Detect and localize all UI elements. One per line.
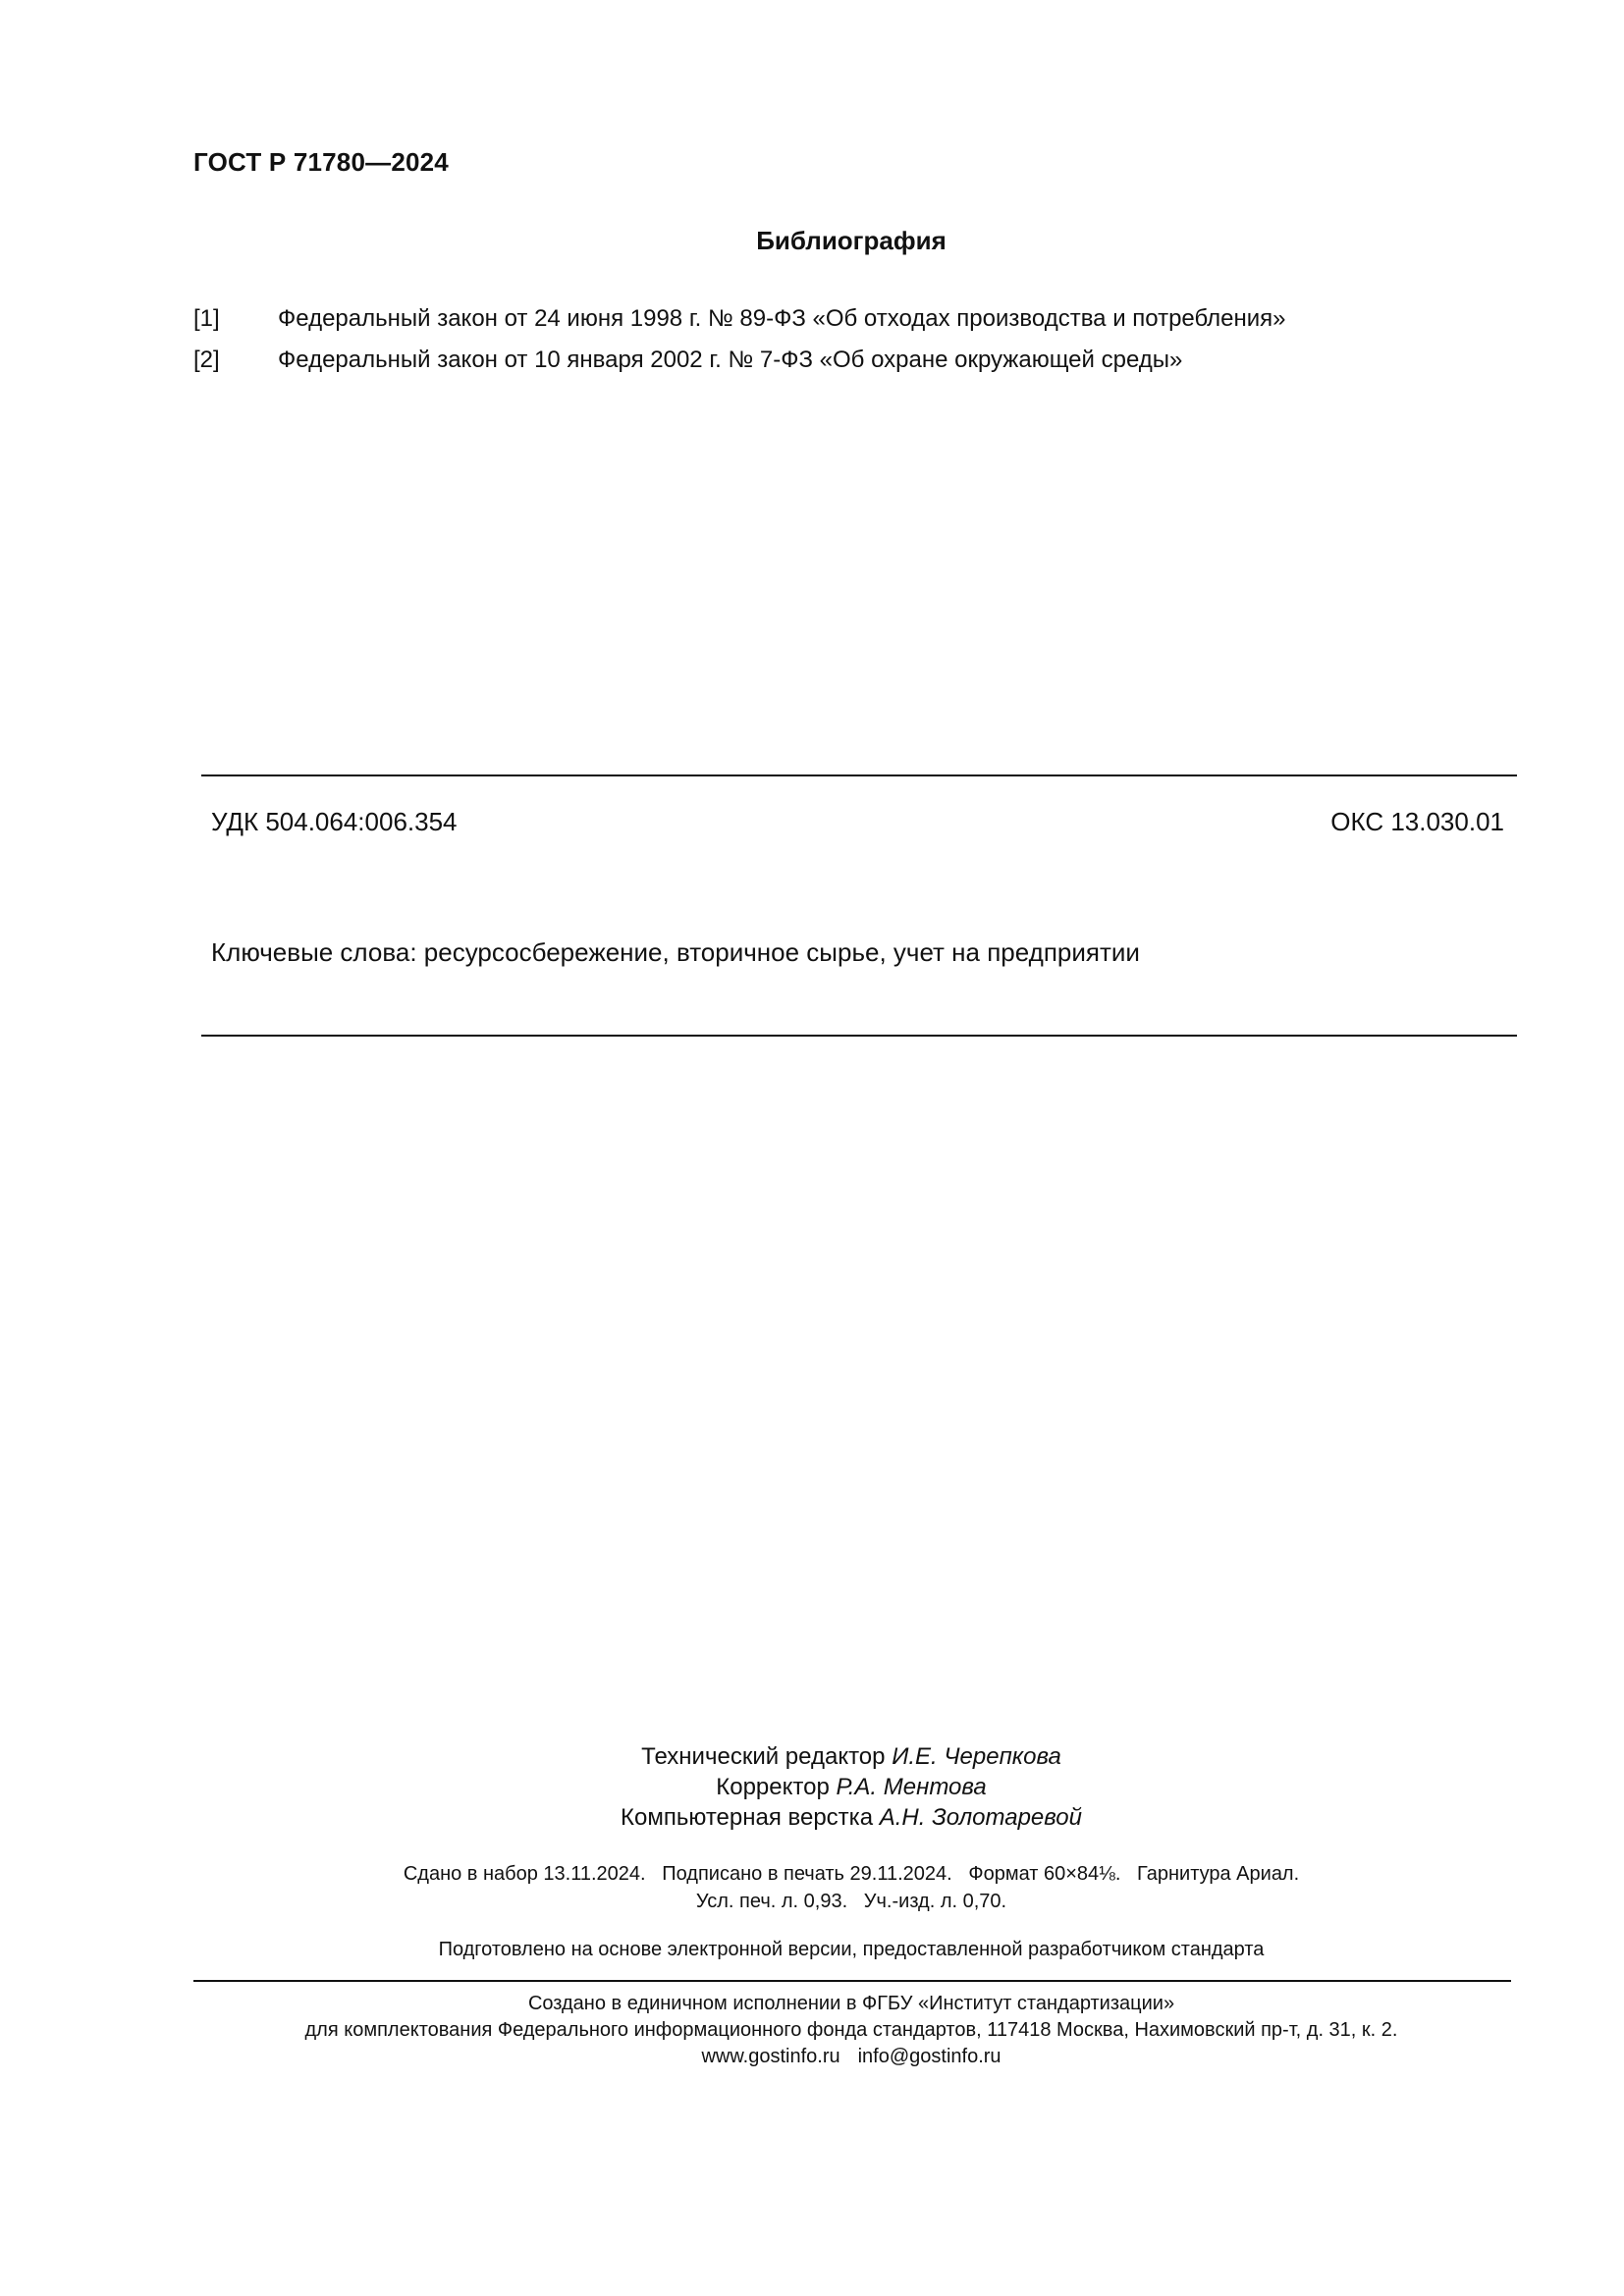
publisher-line-1: Создано в единичном исполнении в ФГБУ «Институт стандартизации» <box>527 1993 1175 2014</box>
print-info-line-2: Усл. печ. л. 0,93. Уч.-изд. л. 0,70. <box>695 1891 1007 1912</box>
print-info-line-1: Сдано в набор 13.11.2024. Подписано в печать 29.11.2024. Формат 60×84⅛. Гарнитура Ариал. <box>403 1863 1300 1885</box>
print-info <box>0 1860 1624 1915</box>
divider-bottom <box>193 1980 1511 1982</box>
layout-line <box>79 1802 1624 1833</box>
tech-editor-label: Технический редактор <box>641 1743 886 1770</box>
corrector-name: Р.А. Ментова <box>836 1774 987 1800</box>
bibliography-item <box>193 340 1470 381</box>
editorial-credits <box>0 1741 1624 1833</box>
oks-code: ОКС 13.030.01 <box>1330 807 1504 836</box>
corrector-line <box>79 1772 1624 1802</box>
publisher-line-2: для комплектования Федерального информационного фонда стандартов, 117418 Москва, Нахимовский пр-т, д. 31, к. 2. <box>304 2019 1398 2041</box>
tech-editor-line <box>79 1741 1624 1772</box>
bibliography-title: Библиография <box>756 226 947 255</box>
bibliography-item-text: Федеральный закон от 10 января 2002 г. № 7-ФЗ «Об охране окружающей среды» <box>278 347 1183 373</box>
bibliography-list <box>193 298 1470 381</box>
website-link[interactable]: www.gostinfo.ru <box>701 2046 840 2067</box>
keywords-line: Ключевые слова: ресурсосбережение, вторичное сырье, учет на предприятии <box>211 937 1140 967</box>
publisher-info <box>0 1991 1624 2070</box>
divider-middle <box>201 1035 1517 1037</box>
publisher-links <box>79 2044 1624 2070</box>
tech-editor-name: И.Е. Черепкова <box>892 1743 1061 1770</box>
bibliography-item <box>193 298 1470 340</box>
layout-label: Компьютерная верстка <box>621 1804 874 1831</box>
document-code: ГОСТ Р 71780—2024 <box>193 147 449 177</box>
bibliography-item-number: [2] <box>193 347 220 373</box>
layout-name: А.Н. Золотаревой <box>879 1804 1082 1831</box>
corrector-label: Корректор <box>716 1774 830 1800</box>
email-link[interactable]: info@gostinfo.ru <box>857 2046 1001 2067</box>
udk-code: УДК 504.064:006.354 <box>211 807 458 836</box>
divider-top <box>201 774 1517 776</box>
prepared-note: Подготовлено на основе электронной версии, предоставленной разработчиком стандарта <box>438 1939 1265 1960</box>
bibliography-item-number: [1] <box>193 305 220 332</box>
bibliography-item-text: Федеральный закон от 24 июня 1998 г. № 89-ФЗ «Об отходах производства и потребления» <box>278 305 1286 332</box>
